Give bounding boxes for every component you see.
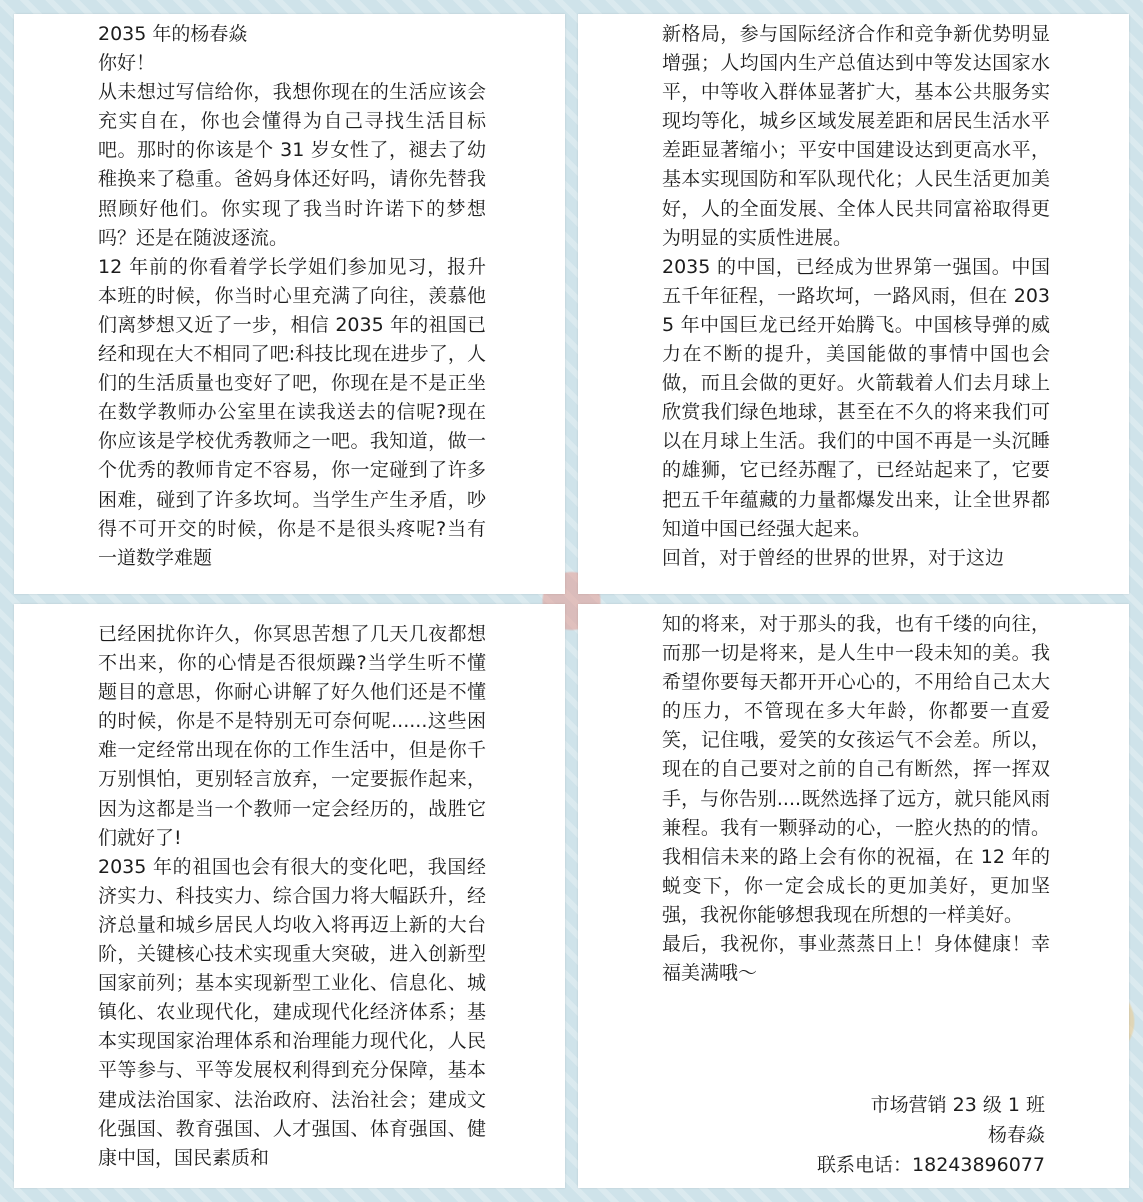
letter-text-page-3: 已经困扰你许久，你冥思苦想了几天几夜都想不出来，你的心情是否很烦躁?当学生听不懂题目的意思，你耐心讲解了好久他们还是不懂的时候，你是不是特别无可奈何呢......这些困难一定经常出现在你的工作生活中，但是你千万别惧怕，更别轻言放弃，一定要振作起来，因为这都是当一个教师一定会经历的，战胜它们就好了! 2035 年的祖国也会有很大的变化吧，我国经济实力、科技实力、综合国力将大幅跃升，经济总量和城乡居民人均收入将再迈上新的大台阶，关键核心技术实现重大突破，进入创新型国家前列；基本实现新型工业化、信息化、城镇化、农业现代化，建成现代化经济体系；基本实现国家治理体系和治理能力现代化，人民平等参与、平等发展权利得到充分保障，基本建成法治国家、法治政府、法治社会；建成文化强国、教育强国、人才强国、体育强国、健康中国，国民素质和 xyxy=(98,623,486,1169)
signature-block xyxy=(817,1090,1045,1180)
letter-text-page-2: 新格局，参与国际经济合作和竞争新优势明显增强；人均国内生产总值达到中等发达国家水平，中等收入群体显著扩大，基本公共服务实现均等化，城乡区域发展差距和居民生活水平差距显著缩小；平安中国建设达到更高水平，基本实现国防和军队现代化；人民生活更加美好，人的全面发展、全体人民共同富裕取得更为明显的实质性进展。 2035 的中国，已经成为世界第一强国。中国五千年征程，一路坎坷，一路风雨，但在 2035 年中国巨龙已经开始腾飞。中国核导弹的威力在不断的提升，美国能做的事情中国也会做，而且会做的更好。火箭载着人们去月球上欣赏我们绿色地球，甚至在不久的将来我们可以在月球上生活。我们的中国不再是一头沉睡的雄狮，它已经苏醒了，已经站起来了，它要把五千年蕴藏的力量都爆发出来，让全世界都知道中国已经强大起来。 回首，对于曾经的世界的世界，对于这边 xyxy=(662,23,1050,569)
letter-page-1 xyxy=(14,14,565,594)
signature-phone: 联系电话：18243896077 xyxy=(817,1154,1045,1176)
letter-text-page-1: 2035 年的杨春焱 你好！ 从未想过写信给你，我想你现在的生活应该会充实自在，你也会懂得为自己寻找生活目标吧。那时的你该是个 31 岁女性了，褪去了幼稚换来了稳重。爸妈身体还好吗，请你先替我照顾好他们。你实现了我当时许诺下的梦想吗？还是在随波逐流。 12 年前的你看着学长学姐们参加见习，报升本班的时候，你当时心里充满了向往，羡慕他们离梦想又近了一步，相信 2035 年的祖国已经和现在大不相同了吧:科技比现在进步了，人们的生活质量也变好了吧，你现在是不是正坐在数学教师办公室里在读我送去的信呢?现在你应该是学校优秀教师之一吧。我知道，做一个优秀的教师肯定不容易，你一定碰到了许多困难，碰到了许多坎坷。当学生产生矛盾，吵得不可开交的时候，你是不是很头疼呢?当有一道数学难题 xyxy=(98,23,486,569)
letter-page-2 xyxy=(578,14,1129,594)
signature-class: 市场营销 23 级 1 班 xyxy=(870,1094,1045,1116)
letter-text-page-4: 知的将来，对于那头的我，也有千缕的向往，而那一切是将来，是人生中一段未知的美。我希望你要每天都开开心心的，不用给自己太大的压力，不管现在多大年龄，你都要一直爱笑，记住哦，爱笑的女孩运气不会差。所以，现在的自己要对之前的自己有断然，挥一挥双手，与你告别....既然选择了远方，就只能风雨兼程。我有一颗驿动的心，一腔火热的的情。我相信未来的路上会有你的祝福，在 12 年的蜕变下，你一定会成长的更加美好，更加坚强，我祝你能够想我现在所想的一样美好。 最后，我祝你，事业蒸蒸日上！身体健康！幸福美满哦～ xyxy=(662,613,1050,985)
signature-name: 杨春焱 xyxy=(987,1124,1045,1146)
letter-page-3 xyxy=(14,604,565,1188)
letter-page-4 xyxy=(578,604,1129,1188)
